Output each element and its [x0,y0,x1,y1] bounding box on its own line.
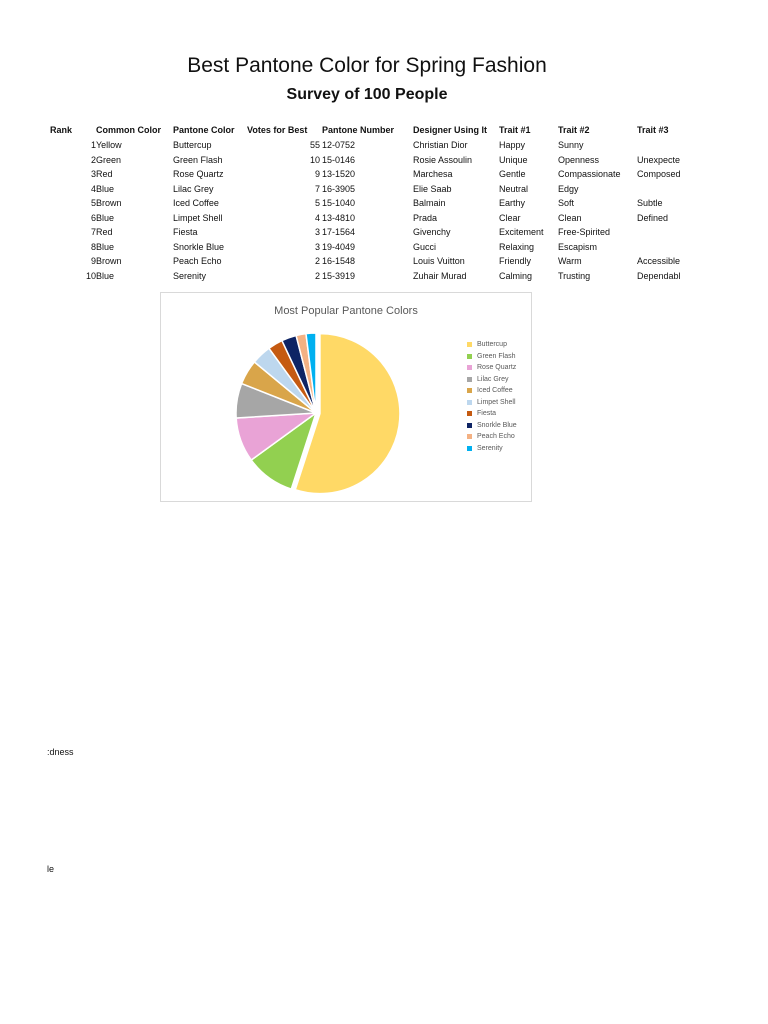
legend-swatch [467,354,472,359]
pantone-color-cell: Snorkle Blue [173,241,225,252]
common-color-cell: Brown [96,256,122,266]
designer-cell: Christian Dior [413,140,468,150]
rank-cell: 7 [90,227,96,237]
designer-cell: Gucci [413,241,437,252]
legend-label: Limpet Shell [477,398,516,406]
legend-swatch [467,411,472,416]
trait1-cell: Friendly [499,256,532,266]
trait2-cell: Compassionate [558,169,621,179]
cut-off-text-fragment: :dness [47,747,74,757]
trait2-cell: Openness [558,154,600,165]
legend-label: Snorkle Blue [477,421,517,429]
trait1-cell: Gentle [499,169,526,179]
legend-item [467,339,517,351]
trait2-cell: Free-Spirited [558,227,611,237]
trait1-cell: Neutral [499,183,529,194]
pantone-color-cell: Lilac Grey [173,183,214,194]
designer-cell: Givenchy [413,227,451,237]
legend-item [467,443,517,455]
pantone-color-cell: Green Flash [173,154,223,165]
chart-legend [467,339,517,454]
legend-label: Rose Quartz [477,364,517,372]
trait1-cell: Clear [499,212,521,223]
votes-cell: 3 [314,241,320,252]
column-header: Trait #2 [558,125,590,135]
column-header: Pantone Color [173,125,235,135]
legend-item [467,420,517,432]
column-header: Designer Using It [413,125,488,135]
pantone-number-cell: 17-1564 [322,227,356,237]
pantone-number-cell: 15-1040 [322,198,356,208]
trait3-cell: Composed [637,169,681,179]
designer-cell: Zuhair Murad [413,270,467,281]
votes-cell: 4 [314,212,320,223]
legend-swatch [467,434,472,439]
trait2-cell: Warm [558,256,582,266]
legend-label: Buttercup [477,341,507,349]
column-header: Common Color [96,125,161,135]
legend-swatch [467,365,472,370]
legend-label: Lilac Grey [477,375,509,383]
legend-item [467,362,517,374]
trait2-cell: Soft [558,198,575,208]
rank-cell: 9 [90,256,96,266]
common-color-cell: Red [96,227,113,237]
rank-cell: 5 [90,198,96,208]
pantone-number-cell: 13-1520 [322,169,356,179]
trait2-cell: Edgy [558,183,579,194]
trait1-cell: Relaxing [499,241,535,252]
common-color-cell: Blue [96,270,115,281]
legend-swatch [467,388,472,393]
legend-item [467,431,517,443]
votes-cell: 5 [314,198,320,208]
pantone-number-cell: 16-1548 [322,256,356,266]
pantone-color-cell: Limpet Shell [173,212,223,223]
column-header: Pantone Number [322,125,395,135]
trait1-cell: Unique [499,154,528,165]
rank-cell: 10 [85,270,96,281]
trait3-cell: Accessible [637,256,681,266]
pantone-color-cell: Peach Echo [173,256,222,266]
pantone-number-cell: 15-3919 [322,270,356,281]
legend-item [467,397,517,409]
common-color-cell: Red [96,169,113,179]
designer-cell: Elie Saab [413,183,452,194]
votes-cell: 2 [314,270,320,281]
designer-cell: Prada [413,212,438,223]
votes-cell: 55 [309,140,320,150]
legend-label: Serenity [477,444,503,452]
pantone-number-cell: 16-3905 [322,183,356,194]
pantone-number-cell: 15-0146 [322,154,356,165]
trait2-cell: Escapism [558,241,598,252]
common-color-cell: Blue [96,241,115,252]
legend-item [467,408,517,420]
chart-title: Most Popular Pantone Colors [274,305,418,317]
designer-cell: Louis Vuitton [413,256,465,266]
rank-cell: 6 [90,212,96,223]
legend-label: Peach Echo [477,433,515,441]
rank-cell: 3 [90,169,96,179]
designer-cell: Rosie Assoulin [413,154,473,165]
legend-item [467,385,517,397]
trait2-cell: Trusting [558,270,591,281]
legend-label: Fiesta [477,410,497,418]
trait1-cell: Earthy [499,198,526,208]
trait3-cell: Subtle [637,198,663,208]
legend-swatch [467,446,472,451]
page-title: Best Pantone Color for Spring Fashion [187,54,547,77]
pantone-number-cell: 12-0752 [322,140,356,150]
trait1-cell: Calming [499,270,533,281]
rank-cell: 4 [90,183,96,194]
column-header: Votes for Best [247,125,308,135]
common-color-cell: Blue [96,183,115,194]
trait2-cell: Clean [558,212,582,223]
trait3-cell: Unexpecte [637,154,681,165]
survey-table [0,0,768,300]
votes-cell: 2 [314,256,320,266]
pantone-color-cell: Buttercup [173,140,212,150]
pantone-color-cell: Fiesta [173,227,198,237]
legend-item [467,351,517,363]
page-subtitle: Survey of 100 People [286,86,448,103]
trait1-cell: Excitement [499,227,544,237]
trait2-cell: Sunny [558,140,584,150]
rank-cell: 8 [90,241,96,252]
votes-cell: 10 [309,154,320,165]
votes-cell: 7 [314,183,320,194]
pantone-color-cell: Rose Quartz [173,169,224,179]
legend-label: Green Flash [477,352,516,360]
designer-cell: Balmain [413,198,446,208]
column-header: Rank [50,125,73,135]
pantone-color-cell: Serenity [173,270,207,281]
legend-swatch [467,377,472,382]
trait3-cell: Defined [637,212,669,223]
pantone-number-cell: 19-4049 [322,241,356,252]
common-color-cell: Yellow [96,140,122,150]
legend-swatch [467,400,472,405]
legend-swatch [467,423,472,428]
column-header: Trait #1 [499,125,531,135]
common-color-cell: Blue [96,212,115,223]
pantone-number-cell: 13-4810 [322,212,356,223]
votes-cell: 3 [314,227,320,237]
pie-chart [160,292,532,502]
legend-item [467,374,517,386]
designer-cell: Marchesa [413,169,453,179]
legend-swatch [467,342,472,347]
legend-label: Iced Coffee [477,387,513,395]
common-color-cell: Brown [96,198,122,208]
pantone-color-cell: Iced Coffee [173,198,219,208]
rank-cell: 2 [90,154,96,165]
cut-off-text-fragment: le [47,864,55,874]
column-header: Trait #3 [637,125,669,135]
trait1-cell: Happy [499,140,526,150]
rank-cell: 1 [90,140,96,150]
votes-cell: 9 [314,169,320,179]
trait3-cell: Dependabl [637,270,681,281]
common-color-cell: Green [96,154,122,165]
